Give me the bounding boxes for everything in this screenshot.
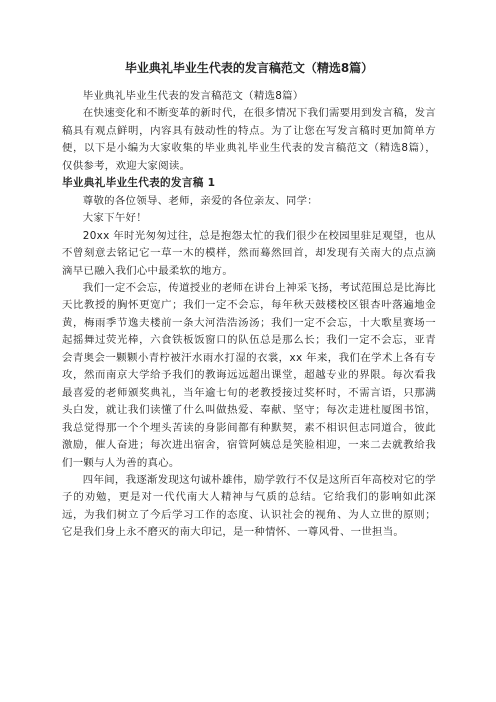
body-paragraph-1: 20xx 年时光匆匆过往，总是抱怨太忙的我们很少在校园里驻足观望，也从不曾刻意去铭记它一草一木的模样，然而蓦然回首，却发现有关南大的点点滴滴早已融入我们心中最柔软的地方。	[62, 229, 436, 277]
salutation: 尊敬的各位领导、老师，亲爱的各位亲友、同学：	[82, 194, 318, 207]
intro-subtitle: 毕业典礼毕业生代表的发言稿范文（精选8篇）	[82, 90, 304, 102]
intro-paragraph: 在快速变化和不断变革的新时代，在很多情况下我们需要用到发言稿，发言稿具有观点鲜明，内容具有鼓动性的特点。为了让您在写发言稿时更加简单方便，以下是小编为大家收集的毕业典礼毕业生代表的发言稿范文（精选8篇），仅供参考，欢迎大家阅读。	[62, 107, 436, 172]
section-heading: 毕业典礼毕业生代表的发言稿 1	[62, 177, 216, 190]
body-paragraph-3: 四年间，我逐渐发现这句诚朴雄伟，励学敦行不仅是这所百年高校对它的学子的劝勉，更是对一代代南大人精神与气质的总结。它给我们的影响如此深远，为我们树立了今后学习工作的态度、认识社会的视角、为人立世的原则；它是我们身上永不磨灭的南大印记，是一种情怀、一尊风骨、一世担当。	[62, 473, 436, 539]
document-title: 毕业典礼毕业生代表的发言稿范文（精选8篇）	[124, 61, 374, 75]
greeting: 大家下午好！	[82, 212, 147, 225]
body-paragraph-2: 我们一定不会忘，传道授业的老师在讲台上神采飞扬，考试范围总是比海比天比教授的胸怀更宽广；我们一定不会忘，每年秋天鼓楼校区银杏叶落遍地金黄，梅雨季节逸夫楼前一条大河浩浩汤汤；我们一定不会忘，十大歌星赛场一起摇舞过荧光棒，六食铁板饭窗口的队伍总是那么长；我们一定不会忘，亚青会青奥会一颗颗小青柠被汗水雨水打湿的衣裳，xx 年来，我们在学术上各有专攻，然而南京大学给予我们的教诲远远超出课堂，超越专业的界限。每次看我最喜爱的老师颁奖典礼，当年逾七旬的老教授接过奖杯时，不需言语，只那满头白发，就让我们读懂了什么叫做热爱、奉献、坚守；每次走进杜厦图书馆，我总觉得那一个个埋头苦读的身影间都有种默契，素不相识但志同道合，彼此激励，催人奋进；每次进出宿舍，宿管阿姨总是笑脸相迎，一来二去就教给我们一颗与人为善的真心。	[62, 281, 436, 469]
document-page	[62, 60, 436, 542]
